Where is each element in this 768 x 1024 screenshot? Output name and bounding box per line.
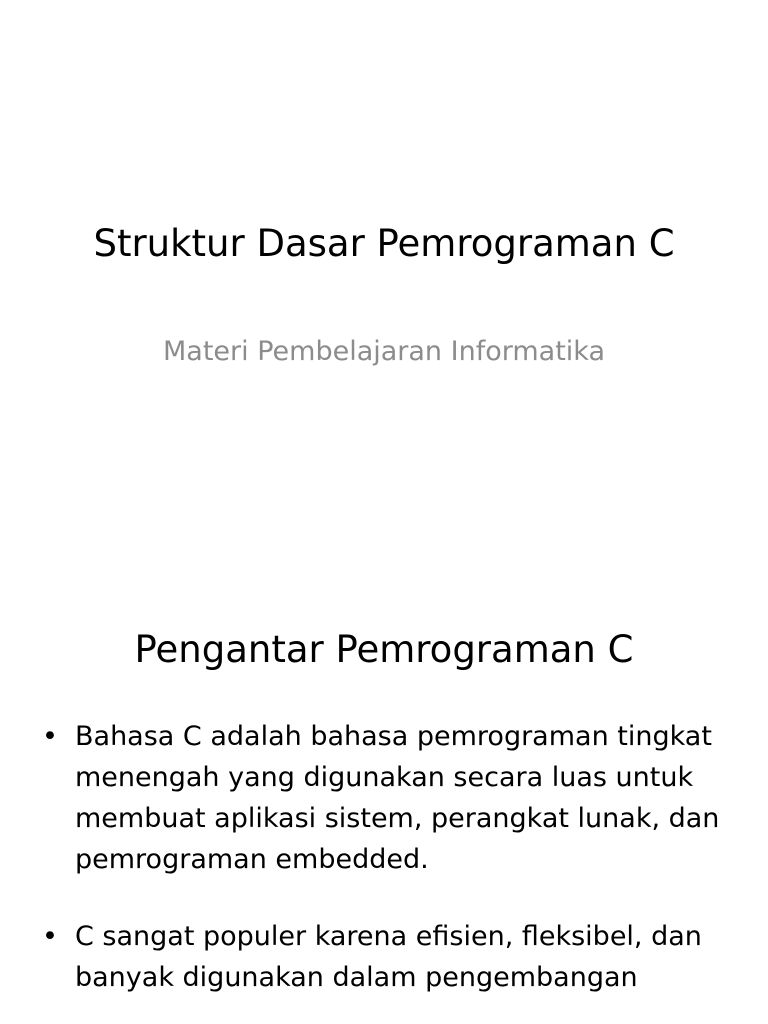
bullet-point-icon: • xyxy=(42,921,58,952)
content-slide-title: Pengantar Pemrograman C xyxy=(134,628,634,671)
slide-subtitle: Materi Pembelajaran Informatika xyxy=(162,336,605,367)
bullet-item xyxy=(42,916,732,998)
bullet-text: C sangat populer karena efisien, fleksibel, dan banyak digunakan dalam pengembangan xyxy=(75,921,702,993)
bullet-point-icon: • xyxy=(42,721,58,752)
bullet-text: Bahasa C adalah bahasa pemrograman tingkat menengah yang digunakan secara luas untuk membuat aplikasi sistem, perangkat lunak, dan pemrograman embedded. xyxy=(75,721,720,875)
bullet-list xyxy=(42,716,732,1024)
bullet-item xyxy=(42,716,732,880)
content-slide xyxy=(0,576,768,1024)
slide-title: Struktur Dasar Pemrograman C xyxy=(93,222,675,265)
